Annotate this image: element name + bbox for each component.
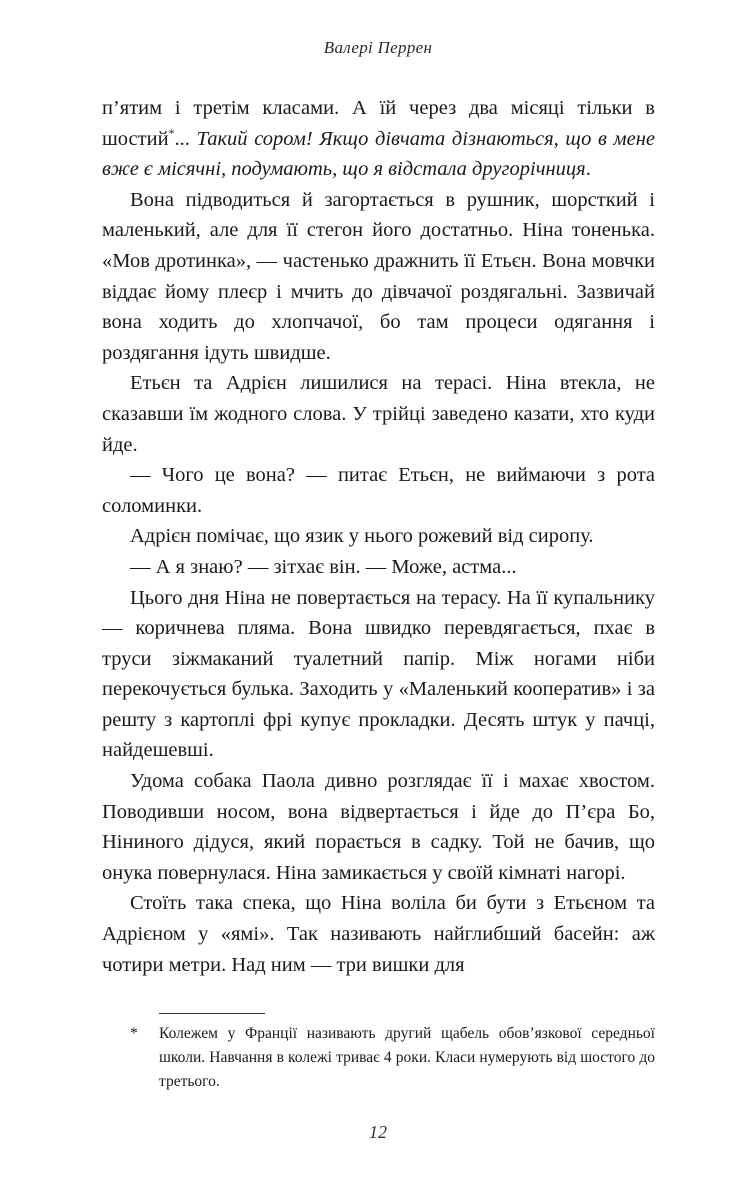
paragraph-3: Етьєн та Адрієн лишилися на терасі. Ніна втекла, не сказавши їм жодного слова. У трійці заведено казати, хто куди йде. [102, 372, 655, 456]
paragraph-1 [102, 93, 655, 185]
footnote [130, 1022, 655, 1094]
paragraph-1-thought: Такий сором! Якщо дівчата дізнаються, що в мене вже є місячні, подумають, що я відстала другорічниця [102, 127, 655, 181]
paragraph-5: Адрієн помічає, що язик у нього рожевий від сиропу. [130, 525, 594, 548]
paragraph-9: Стоїть така спека, що Ніна воліла би бути з Етьєном та Адрієном у «ямі». Так називають найглибший басейн: аж чотири метри. Над ним — три вишки для [102, 892, 655, 976]
paragraph-4: — Чого це вона? — питає Етьєн, не виймаючи з рота соломинки. [102, 464, 655, 517]
body-text [102, 93, 655, 980]
paragraph-1-ellipsis: ... [174, 127, 197, 150]
paragraph-6: — А я знаю? — зітхає він. — Може, астма... [130, 555, 517, 578]
footnote-text: Колежем у Франції називають другий щабель обов’язкової середньої школи. Навчання в колежі триває 4 роки. Класи нумерують від шостого до третього. [159, 1025, 655, 1090]
footnote-mark: * [130, 1025, 138, 1042]
page-number: 12 [369, 1122, 387, 1142]
footnote-divider [159, 1013, 265, 1014]
paragraph-7: Цього дня Ніна не повертається на терасу. На її купальнику — коричнева пляма. Вона швидко перевдягається, пхає в труси зіжмаканий туалетний папір. Між ногами ніби перекочується булька. Заходить у «Маленький кооператив» і за решту з картоплі фрі купує прокладки. Десять штук у пачці, найдешевші. [102, 586, 655, 762]
paragraph-1-end: . [585, 158, 591, 181]
paragraph-8: Удома собака Паола дивно розглядає її і махає хвостом. Поводивши носом, вона відвертається і йде до П’єра Бо, Ніниного дідуся, який порається в садку. Той не бачив, що онука повернулася. Ніна замикається у своїй кімнаті нагорі. [102, 770, 655, 884]
paragraph-1-text: п’ятим і третім класами. А їй через два місяці тільки в шостий [102, 97, 655, 150]
running-head: Валері Перрен [323, 38, 433, 57]
footnote-reference: * [168, 125, 175, 140]
paragraph-2: Вона підводиться й загортається в рушник, шорсткий і маленький, але для її стегон його достатньо. Ніна тоненька. «Мов дротинка», — частенько дражнить її Етьєн. Вона мовчки віддає йому плеєр і мчить до дівчачої роздягальні. Зазвичай вона ходить до хлопчачої, бо там процеси одягання і роздягання ідуть швидше. [102, 188, 655, 364]
